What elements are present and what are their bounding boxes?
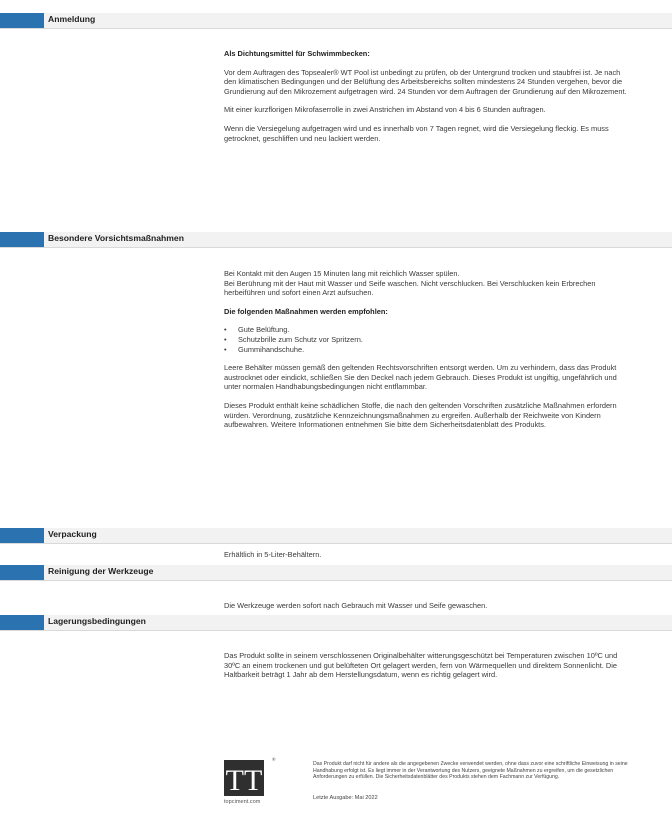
paragraph: Dieses Produkt enthält keine schädlichen Stoffe, die nach den geltenden Vorschriften zusätzliche Maßnahmen erfordern würden. Verordnung, zusätzliche Kennzeichnungsmaßnahmen zu ergreifen. Außerhalb der Reichweite von Kindern aufbewahren. Weitere Informationen entnehmen Sie bitte dem Sicherheitsdatenblatt des Produkts. bbox=[224, 400, 617, 430]
list-item-text: Schutzbrille zum Schutz vor Spritzern. bbox=[238, 334, 363, 344]
section-title: Lagerungsbedingungen bbox=[48, 616, 146, 626]
paragraph: Leere Behälter müssen gemäß den geltenden Rechtsvorschriften entsorgt werden. Um zu verhindern, dass das Produkt austrocknet oder eindickt, schließen Sie den Deckel nach jedem Gebrauch. Dieses Produkt ist ungiftig, ungefährlich und unter normalen Handhabungsbedingungen nicht entflammbar. bbox=[224, 363, 617, 392]
paragraph: Mit einer kurzflorigen Mikrofaserrolle in zwei Anstrichen im Abstand von 4 bis 6 Stunden auftragen. bbox=[224, 105, 546, 115]
section-title: Verpackung bbox=[48, 529, 97, 539]
brand-logo bbox=[224, 760, 264, 796]
paragraph: Die Werkzeuge werden sofort nach Gebrauch mit Wasser und Seife gewaschen. bbox=[224, 601, 488, 610]
section-body-reinigung bbox=[224, 601, 632, 611]
bullet-list bbox=[224, 325, 632, 354]
section-body-anmeldung bbox=[224, 49, 632, 143]
list-item-text: Gute Belüftung. bbox=[238, 325, 290, 335]
list-item bbox=[224, 325, 632, 335]
section-title: Anmeldung bbox=[48, 14, 96, 24]
section-accent bbox=[0, 565, 44, 580]
registered-mark: ® bbox=[272, 757, 276, 762]
tt-logo-icon bbox=[224, 760, 264, 796]
section-header-lagerung bbox=[0, 615, 672, 631]
bullet-marker: • bbox=[224, 325, 227, 335]
paragraph: Vor dem Auftragen des Topsealer® WT Pool ist unbedingt zu prüfen, ob der Untergrund trocken und staubfrei ist. Je nach den klimatischen Bedingungen und der Belüftung des Arbeitsbereichs sollten mindestens 24 Stunden vergehen, bevor die Grundierung auf den Mikrozement aufgetragen wird. 24 Stunden vor dem Auftragen der Grundierung auf den Mikrozement. bbox=[224, 67, 627, 96]
section-header-verpackung bbox=[0, 528, 672, 544]
section-header-reinigung bbox=[0, 565, 672, 581]
section-accent bbox=[0, 13, 44, 28]
paragraph: Wenn die Versiegelung aufgetragen wird und es innerhalb von 7 Tagen regnet, wird die Versiegelung fleckig. Es muss getrocknet, geschliffen und neu lackiert werden. bbox=[224, 123, 609, 143]
section-body-verpackung bbox=[224, 550, 632, 560]
paragraph: Erhältlich in 5-Liter-Behältern. bbox=[224, 550, 322, 559]
subheading: Die folgenden Maßnahmen werden empfohlen: bbox=[224, 306, 388, 316]
subheading: Als Dichtungsmittel für Schwimmbecken: bbox=[224, 49, 370, 58]
section-accent bbox=[0, 528, 44, 543]
list-item bbox=[224, 345, 632, 355]
paragraph: Bei Kontakt mit den Augen 15 Minuten lang mit reichlich Wasser spülen. bbox=[224, 269, 460, 278]
bullet-marker: • bbox=[224, 344, 227, 354]
paragraph: Bei Berührung mit der Haut mit Wasser und Seife waschen. Nicht verschlucken. Bei Verschlucken kein Erbrechen herbeiführen und sofort einen Arzt aufsuchen. bbox=[224, 278, 596, 298]
section-body-lagerung bbox=[224, 651, 632, 680]
bullet-marker: • bbox=[224, 334, 227, 344]
section-accent bbox=[0, 232, 44, 247]
logo-letters: TT bbox=[225, 764, 263, 796]
section-title: Reinigung der Werkzeuge bbox=[48, 566, 154, 576]
section-header-vorsicht bbox=[0, 232, 672, 248]
paragraph: Das Produkt sollte in seinem verschlossenen Originalbehälter witterungsgeschützt bei Temperaturen zwischen 10ºC und 30ºC an einem trockenen und gut belüfteten Ort gelagert werden, fern von Wärmequellen und direktem Sonnenlicht. Die Haltbarkeit beträgt 1 Jahr ab dem Herstellungsdatum, wenn es richtig gelagert wird. bbox=[224, 651, 618, 680]
last-edition-date: Letzte Ausgabe: Mai 2022 bbox=[313, 795, 378, 801]
section-title: Besondere Vorsichtsmaßnahmen bbox=[48, 233, 184, 243]
logo-caption: topciment.com bbox=[224, 799, 261, 805]
list-item bbox=[224, 335, 632, 345]
section-body-vorsicht bbox=[224, 269, 632, 430]
section-header-anmeldung bbox=[0, 13, 672, 29]
section-accent bbox=[0, 615, 44, 630]
footer-disclaimer: Das Produkt darf nicht für andere als die angegebenen Zwecke verwendet werden, ohne dass zuvor eine schriftliche Einweisung in seine Handhabung erfolgt ist. Es liegt immer in der Verantwortung des Nutzers, geeignete Maßnahmen zu ergreifen, um die gesetzlichen Anforderungen zu erfüllen. Die Sicherheitsdatenblätter des Produkts stehen dem Fachmann zur Verfügung. bbox=[313, 761, 628, 781]
list-item-text: Gummihandschuhe. bbox=[238, 344, 305, 354]
